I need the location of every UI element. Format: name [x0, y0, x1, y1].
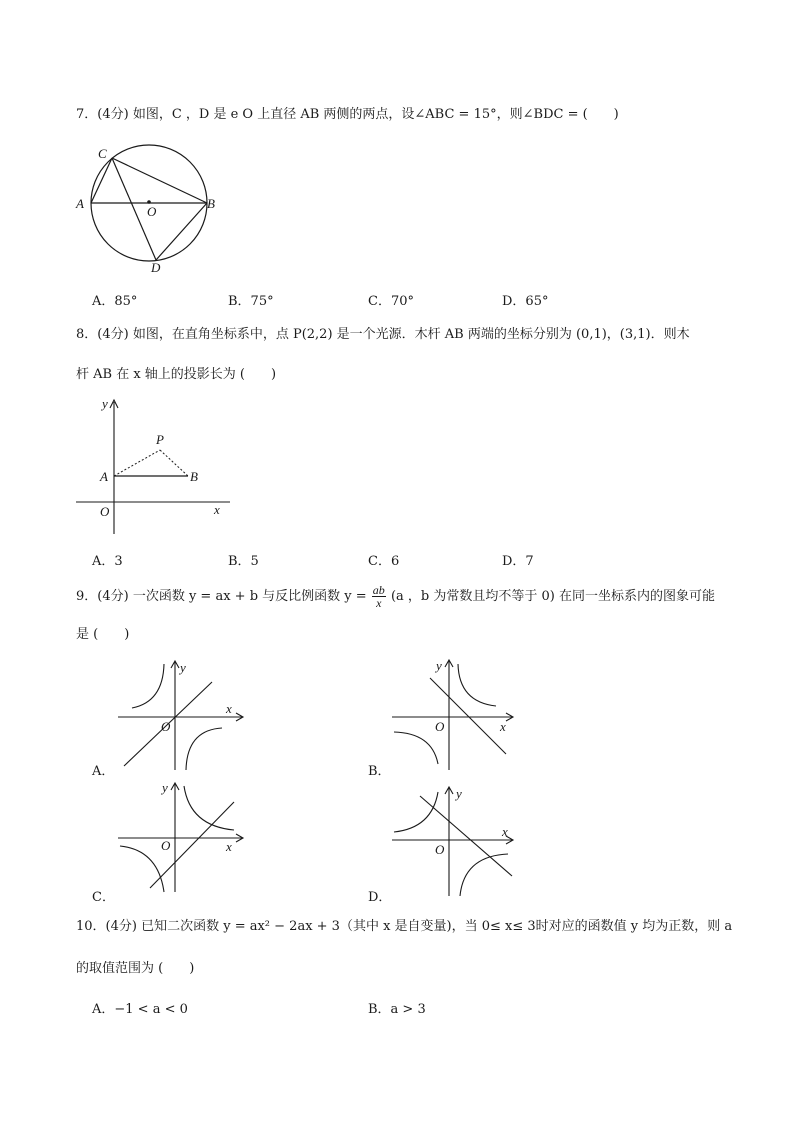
label-o: O: [147, 204, 157, 219]
hyperbola-q1: [458, 664, 496, 706]
svg-text:O: O: [435, 842, 445, 857]
label-d: D: [151, 260, 161, 275]
chord-ac: [91, 158, 112, 203]
label-y: y: [102, 396, 108, 411]
q9-fraction-den: x: [376, 596, 382, 610]
q8-option-a[interactable]: A．3: [92, 554, 123, 569]
q9-option-d[interactable]: D．: [368, 890, 392, 905]
ray-pb: [160, 450, 188, 476]
q9-stem-line1: [76, 584, 715, 609]
hyperbola-q3: [394, 732, 438, 764]
hyperbola-q3: [120, 846, 164, 892]
linear-line: [420, 796, 512, 876]
svg-text:x: x: [226, 839, 232, 854]
svg-text:y: y: [162, 780, 168, 795]
svg-text:O: O: [161, 838, 171, 853]
ray-pa: [114, 450, 160, 476]
label-p: P: [156, 432, 164, 447]
q10-stem-line2: 的取值范围为 ( ): [76, 961, 195, 976]
hyperbola-q4: [186, 728, 222, 770]
linear-line: [430, 678, 506, 754]
svg-text:O: O: [435, 719, 445, 734]
q9-graph-b: [388, 656, 528, 771]
hyperbola-q4: [460, 854, 508, 896]
q9-option-a[interactable]: A．: [92, 764, 115, 779]
q8-stem-line2: 杆 AB 在 x 轴上的投影长为 ( ): [76, 367, 277, 382]
label-c: C: [98, 146, 107, 161]
q9-option-b[interactable]: B．: [368, 764, 391, 779]
q9-fraction-num: ab: [372, 583, 385, 597]
q9-stem-part2: (a ，b 为常数且均不等于 0) 在同一坐标系内的图象可能: [390, 589, 715, 604]
svg-text:x: x: [502, 824, 508, 839]
q8-stem-line1: 8．(4分) 如图，在直角坐标系中，点 P(2,2) 是一个光源．木杆 AB 两端的坐标分别为 (0,1)，(3,1)．则木: [76, 327, 690, 342]
label-o: O: [100, 504, 110, 519]
svg-text:x: x: [500, 719, 506, 734]
q9-fraction: [372, 584, 386, 609]
q8-coordinate-diagram: [70, 392, 240, 537]
q9-graph-d: [388, 784, 528, 899]
q10-stem-line1: 10．(4分) 已知二次函数 y = ax² − 2ax + 3（其中 x 是自变量)，当 0≤ x≤ 3时对应的函数值 y 均为正数，则 a: [76, 919, 733, 934]
q8-option-d[interactable]: D．7: [502, 554, 534, 569]
q7-stem: 7．(4分) 如图，C ，D 是 e O 上直径 AB 两侧的两点，设∠ABC = 15°，则∠BDC = ( ): [76, 107, 619, 122]
q8-option-b[interactable]: B．5: [228, 554, 259, 569]
label-a: A: [100, 469, 108, 484]
label-b: B: [207, 196, 215, 211]
q10-option-b[interactable]: B．a > 3: [368, 1002, 426, 1017]
label-x: x: [214, 502, 220, 517]
hyperbola-q2: [132, 664, 164, 708]
q9-stem-part1: 9．(4分) 一次函数 y = ax + b 与反比例函数 y =: [76, 589, 367, 604]
q7-circle-diagram: [70, 140, 230, 280]
hyperbola-q2: [394, 792, 438, 832]
svg-text:y: y: [180, 660, 186, 675]
svg-text:O: O: [161, 719, 171, 734]
q9-graph-c: [114, 780, 254, 895]
q10-option-a[interactable]: A．−1 < a < 0: [92, 1002, 188, 1017]
q7-option-b[interactable]: B．75°: [228, 294, 274, 309]
q9-option-c[interactable]: C．: [92, 890, 115, 905]
label-b: B: [190, 469, 198, 484]
q8-option-c[interactable]: C．6: [368, 554, 400, 569]
svg-text:x: x: [226, 701, 232, 716]
svg-text:y: y: [436, 658, 442, 673]
q9-stem-line2: 是 ( ): [76, 627, 130, 642]
q7-option-c[interactable]: C．70°: [368, 294, 414, 309]
q7-option-d[interactable]: D．65°: [502, 294, 549, 309]
q9-graph-a: [114, 658, 254, 773]
label-a: A: [76, 196, 84, 211]
q7-option-a[interactable]: A．85°: [92, 294, 138, 309]
hyperbola-q1: [184, 786, 234, 830]
svg-text:y: y: [456, 786, 462, 801]
